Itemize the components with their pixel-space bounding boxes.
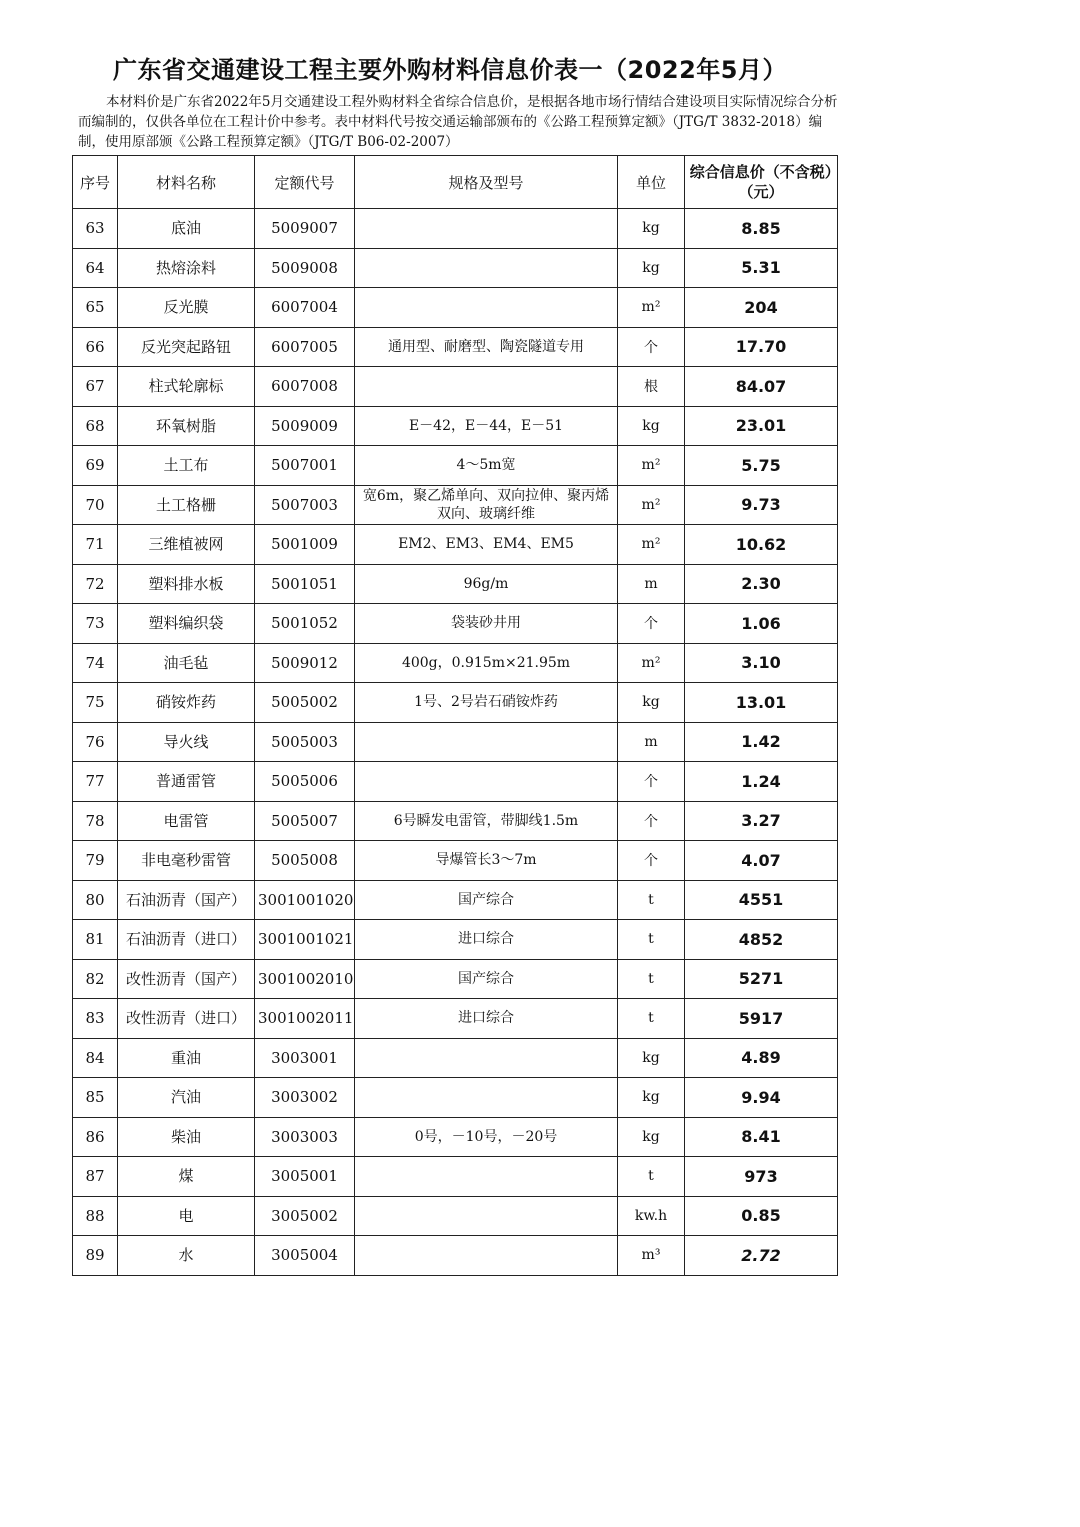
cell-no: 74 bbox=[73, 643, 118, 683]
cell-no: 89 bbox=[73, 1236, 118, 1276]
cell-unit: 个 bbox=[618, 327, 685, 367]
cell-spec bbox=[355, 288, 618, 328]
cell-no: 64 bbox=[73, 248, 118, 288]
cell-spec bbox=[355, 248, 618, 288]
cell-unit: m bbox=[618, 564, 685, 604]
table-header-row bbox=[73, 156, 838, 209]
table-row bbox=[73, 209, 838, 249]
cell-price: 1.06 bbox=[685, 604, 838, 644]
cell-spec: 96g/m bbox=[355, 564, 618, 604]
cell-material-name: 反光膜 bbox=[118, 288, 255, 328]
cell-quota-code: 5007003 bbox=[255, 485, 355, 525]
cell-spec: 国产综合 bbox=[355, 880, 618, 920]
cell-quota-code: 5007001 bbox=[255, 446, 355, 486]
intro-paragraph: 本材料价是广东省2022年5月交通建设工程外购材料全省综合信息价，是根据各地市场行情结合建设项目实际情况综合分析而编制的，仅供各单位在工程计价中参考。表中材料代号按交通运输部颁布的《公路工程预算定额》（JTG/T 3832-2018）编制，使用原部颁《公路工程预算定额》（JTG/T B06-02-2007） bbox=[78, 94, 838, 150]
cell-material-name: 塑料编织袋 bbox=[118, 604, 255, 644]
cell-unit: 个 bbox=[618, 841, 685, 881]
table-row bbox=[73, 959, 838, 999]
page-title: 广东省交通建设工程主要外购材料信息价表一（2022年5月） bbox=[113, 56, 787, 84]
table-row bbox=[73, 762, 838, 802]
cell-quota-code: 5001052 bbox=[255, 604, 355, 644]
cell-unit: kg bbox=[618, 1117, 685, 1157]
cell-material-name: 底油 bbox=[118, 209, 255, 249]
header-name: 材料名称 bbox=[118, 156, 255, 209]
cell-no: 78 bbox=[73, 801, 118, 841]
cell-spec: 进口综合 bbox=[355, 920, 618, 960]
cell-no: 63 bbox=[73, 209, 118, 249]
cell-material-name: 导火线 bbox=[118, 722, 255, 762]
table-row bbox=[73, 1038, 838, 1078]
cell-material-name: 油毛毡 bbox=[118, 643, 255, 683]
cell-unit: 根 bbox=[618, 367, 685, 407]
cell-unit: t bbox=[618, 920, 685, 960]
cell-spec bbox=[355, 722, 618, 762]
cell-price: 5.31 bbox=[685, 248, 838, 288]
cell-material-name: 汽油 bbox=[118, 1078, 255, 1118]
cell-quota-code: 3005001 bbox=[255, 1157, 355, 1197]
cell-no: 75 bbox=[73, 683, 118, 723]
cell-unit: t bbox=[618, 959, 685, 999]
cell-no: 69 bbox=[73, 446, 118, 486]
table-body bbox=[73, 209, 838, 1276]
cell-price: 8.41 bbox=[685, 1117, 838, 1157]
cell-spec bbox=[355, 1236, 618, 1276]
cell-spec bbox=[355, 209, 618, 249]
cell-unit: t bbox=[618, 1157, 685, 1197]
cell-quota-code: 3005004 bbox=[255, 1236, 355, 1276]
cell-quota-code: 5009007 bbox=[255, 209, 355, 249]
table-row bbox=[73, 485, 838, 525]
cell-material-name: 土工格栅 bbox=[118, 485, 255, 525]
table-row bbox=[73, 1117, 838, 1157]
cell-quota-code: 5001009 bbox=[255, 525, 355, 565]
cell-material-name: 热熔涂料 bbox=[118, 248, 255, 288]
table-row bbox=[73, 604, 838, 644]
cell-spec: 宽6m，聚乙烯单向、双向拉伸、聚丙烯双向、玻璃纤维 bbox=[355, 485, 618, 525]
cell-spec: 400g，0.915m×21.95m bbox=[355, 643, 618, 683]
cell-price: 4551 bbox=[685, 880, 838, 920]
cell-spec: 1号、2号岩石硝铵炸药 bbox=[355, 683, 618, 723]
table-row bbox=[73, 801, 838, 841]
cell-unit: kg bbox=[618, 248, 685, 288]
cell-material-name: 土工布 bbox=[118, 446, 255, 486]
cell-price: 204 bbox=[685, 288, 838, 328]
cell-unit: m bbox=[618, 722, 685, 762]
cell-unit: 个 bbox=[618, 801, 685, 841]
cell-unit: 个 bbox=[618, 762, 685, 802]
cell-spec bbox=[355, 1078, 618, 1118]
table-row bbox=[73, 1157, 838, 1197]
cell-spec: 导爆管长3～7m bbox=[355, 841, 618, 881]
cell-price: 1.24 bbox=[685, 762, 838, 802]
header-spec: 规格及型号 bbox=[355, 156, 618, 209]
cell-material-name: 三维植被网 bbox=[118, 525, 255, 565]
cell-spec bbox=[355, 1157, 618, 1197]
cell-spec: EM2、EM3、EM4、EM5 bbox=[355, 525, 618, 565]
table-row bbox=[73, 1196, 838, 1236]
cell-quota-code: 3003003 bbox=[255, 1117, 355, 1157]
cell-quota-code: 5009008 bbox=[255, 248, 355, 288]
price-table bbox=[72, 155, 838, 1276]
cell-unit: m² bbox=[618, 525, 685, 565]
cell-spec: 袋装砂井用 bbox=[355, 604, 618, 644]
table-row bbox=[73, 525, 838, 565]
table-row bbox=[73, 722, 838, 762]
cell-unit: m² bbox=[618, 288, 685, 328]
cell-material-name: 水 bbox=[118, 1236, 255, 1276]
cell-price: 5.75 bbox=[685, 446, 838, 486]
cell-no: 79 bbox=[73, 841, 118, 881]
cell-no: 73 bbox=[73, 604, 118, 644]
cell-price: 3.10 bbox=[685, 643, 838, 683]
table-row bbox=[73, 880, 838, 920]
table-row bbox=[73, 841, 838, 881]
cell-no: 72 bbox=[73, 564, 118, 604]
cell-material-name: 煤 bbox=[118, 1157, 255, 1197]
cell-unit: kg bbox=[618, 1038, 685, 1078]
cell-unit: m² bbox=[618, 643, 685, 683]
table-row bbox=[73, 999, 838, 1039]
cell-quota-code: 6007004 bbox=[255, 288, 355, 328]
cell-unit: m² bbox=[618, 446, 685, 486]
table-row bbox=[73, 1078, 838, 1118]
cell-no: 84 bbox=[73, 1038, 118, 1078]
cell-no: 68 bbox=[73, 406, 118, 446]
cell-quota-code: 5005006 bbox=[255, 762, 355, 802]
cell-material-name: 塑料排水板 bbox=[118, 564, 255, 604]
cell-no: 71 bbox=[73, 525, 118, 565]
cell-no: 87 bbox=[73, 1157, 118, 1197]
cell-price: 13.01 bbox=[685, 683, 838, 723]
cell-quota-code: 3005002 bbox=[255, 1196, 355, 1236]
table-row bbox=[73, 920, 838, 960]
cell-no: 82 bbox=[73, 959, 118, 999]
cell-quota-code: 5005008 bbox=[255, 841, 355, 881]
cell-no: 80 bbox=[73, 880, 118, 920]
cell-no: 85 bbox=[73, 1078, 118, 1118]
table-row bbox=[73, 564, 838, 604]
cell-price: 8.85 bbox=[685, 209, 838, 249]
header-code: 定额代号 bbox=[255, 156, 355, 209]
cell-price: 9.94 bbox=[685, 1078, 838, 1118]
cell-spec bbox=[355, 367, 618, 407]
header-no: 序号 bbox=[73, 156, 118, 209]
cell-price: 9.73 bbox=[685, 485, 838, 525]
cell-spec: 国产综合 bbox=[355, 959, 618, 999]
cell-price: 4852 bbox=[685, 920, 838, 960]
cell-quota-code: 6007005 bbox=[255, 327, 355, 367]
cell-material-name: 非电毫秒雷管 bbox=[118, 841, 255, 881]
cell-price: 3.27 bbox=[685, 801, 838, 841]
cell-quota-code: 6007008 bbox=[255, 367, 355, 407]
cell-price: 84.07 bbox=[685, 367, 838, 407]
cell-price: 0.85 bbox=[685, 1196, 838, 1236]
cell-material-name: 环氧树脂 bbox=[118, 406, 255, 446]
table-row bbox=[73, 643, 838, 683]
cell-quota-code: 3003002 bbox=[255, 1078, 355, 1118]
cell-no: 88 bbox=[73, 1196, 118, 1236]
cell-material-name: 反光突起路钮 bbox=[118, 327, 255, 367]
cell-no: 70 bbox=[73, 485, 118, 525]
cell-price: 23.01 bbox=[685, 406, 838, 446]
cell-spec: 4～5m宽 bbox=[355, 446, 618, 486]
cell-no: 65 bbox=[73, 288, 118, 328]
cell-unit: m³ bbox=[618, 1236, 685, 1276]
cell-no: 66 bbox=[73, 327, 118, 367]
cell-quota-code: 3001001020 bbox=[255, 880, 355, 920]
cell-price: 17.70 bbox=[685, 327, 838, 367]
cell-spec: 进口综合 bbox=[355, 999, 618, 1039]
table-row bbox=[73, 288, 838, 328]
cell-quota-code: 5009009 bbox=[255, 406, 355, 446]
cell-no: 86 bbox=[73, 1117, 118, 1157]
cell-material-name: 石油沥青（进口） bbox=[118, 920, 255, 960]
cell-material-name: 硝铵炸药 bbox=[118, 683, 255, 723]
cell-unit: 个 bbox=[618, 604, 685, 644]
cell-material-name: 电雷管 bbox=[118, 801, 255, 841]
table-row bbox=[73, 367, 838, 407]
cell-material-name: 电 bbox=[118, 1196, 255, 1236]
cell-unit: kg bbox=[618, 209, 685, 249]
cell-no: 77 bbox=[73, 762, 118, 802]
cell-spec: 通用型、耐磨型、陶瓷隧道专用 bbox=[355, 327, 618, 367]
cell-spec bbox=[355, 1196, 618, 1236]
cell-no: 67 bbox=[73, 367, 118, 407]
cell-unit: kw.h bbox=[618, 1196, 685, 1236]
table-row bbox=[73, 683, 838, 723]
cell-material-name: 柱式轮廓标 bbox=[118, 367, 255, 407]
cell-quota-code: 5005007 bbox=[255, 801, 355, 841]
cell-price: 4.89 bbox=[685, 1038, 838, 1078]
cell-unit: t bbox=[618, 880, 685, 920]
table-row bbox=[73, 446, 838, 486]
cell-material-name: 重油 bbox=[118, 1038, 255, 1078]
cell-unit: m² bbox=[618, 485, 685, 525]
cell-unit: kg bbox=[618, 406, 685, 446]
cell-price: 2.72 bbox=[685, 1236, 838, 1276]
cell-price: 973 bbox=[685, 1157, 838, 1197]
cell-price: 2.30 bbox=[685, 564, 838, 604]
table-row bbox=[73, 327, 838, 367]
cell-quota-code: 5009012 bbox=[255, 643, 355, 683]
cell-material-name: 改性沥青（国产） bbox=[118, 959, 255, 999]
cell-quota-code: 3001002010 bbox=[255, 959, 355, 999]
cell-quota-code: 5005002 bbox=[255, 683, 355, 723]
cell-quota-code: 3001001021 bbox=[255, 920, 355, 960]
cell-no: 83 bbox=[73, 999, 118, 1039]
cell-spec: 6号瞬发电雷管，带脚线1.5m bbox=[355, 801, 618, 841]
cell-material-name: 普通雷管 bbox=[118, 762, 255, 802]
cell-spec: E－42，E－44，E－51 bbox=[355, 406, 618, 446]
cell-quota-code: 5001051 bbox=[255, 564, 355, 604]
header-unit: 单位 bbox=[618, 156, 685, 209]
header-price: 综合信息价（不含税）（元） bbox=[685, 156, 838, 209]
cell-no: 76 bbox=[73, 722, 118, 762]
table-row bbox=[73, 406, 838, 446]
cell-spec bbox=[355, 762, 618, 802]
cell-unit: kg bbox=[618, 683, 685, 723]
cell-spec: 0号，－10号，－20号 bbox=[355, 1117, 618, 1157]
cell-material-name: 石油沥青（国产） bbox=[118, 880, 255, 920]
cell-price: 5271 bbox=[685, 959, 838, 999]
cell-material-name: 改性沥青（进口） bbox=[118, 999, 255, 1039]
cell-unit: t bbox=[618, 999, 685, 1039]
cell-material-name: 柴油 bbox=[118, 1117, 255, 1157]
cell-quota-code: 3003001 bbox=[255, 1038, 355, 1078]
cell-spec bbox=[355, 1038, 618, 1078]
cell-price: 1.42 bbox=[685, 722, 838, 762]
cell-price: 5917 bbox=[685, 999, 838, 1039]
cell-quota-code: 3001002011 bbox=[255, 999, 355, 1039]
table-row bbox=[73, 248, 838, 288]
cell-price: 4.07 bbox=[685, 841, 838, 881]
table-row bbox=[73, 1236, 838, 1276]
cell-price: 10.62 bbox=[685, 525, 838, 565]
cell-quota-code: 5005003 bbox=[255, 722, 355, 762]
cell-no: 81 bbox=[73, 920, 118, 960]
cell-unit: kg bbox=[618, 1078, 685, 1118]
